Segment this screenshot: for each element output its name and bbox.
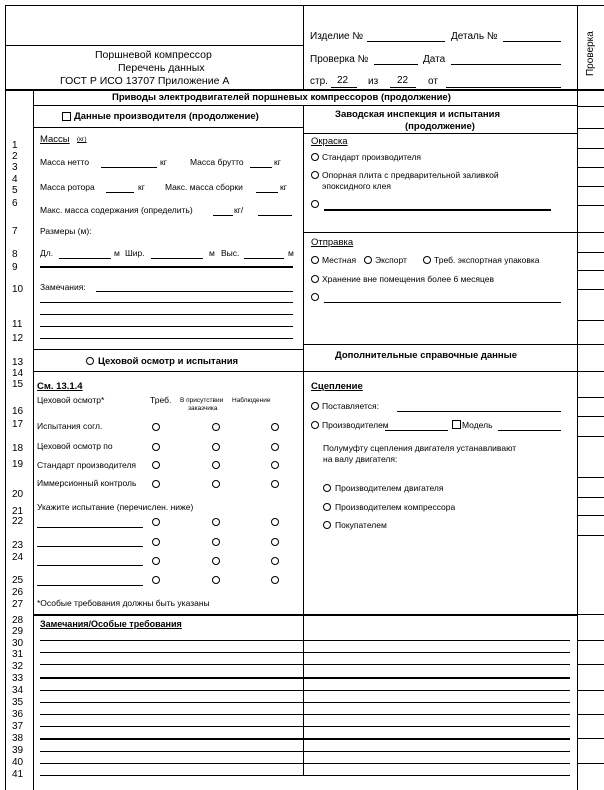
- immersion-label: Иммерсионный контроль: [37, 478, 137, 488]
- item-no-label: Изделие №: [310, 31, 364, 42]
- special-remarks-line-5[interactable]: [40, 690, 570, 691]
- line-number: 36: [12, 709, 24, 720]
- check-rule: [577, 397, 604, 398]
- special-remarks-line-3[interactable]: [40, 664, 570, 665]
- test2-presence-radio[interactable]: [212, 538, 220, 546]
- special-remarks-line-1[interactable]: [40, 640, 570, 641]
- half-coupling-text-1: Полумуфту сцепления двигателя устанавливают: [323, 443, 517, 453]
- coupling-model-checkbox[interactable]: [452, 420, 461, 429]
- test2-required-radio[interactable]: [152, 538, 160, 546]
- header-left-rule: [5, 45, 303, 46]
- remarks-line-5[interactable]: [40, 338, 293, 339]
- line-number: 4: [12, 174, 18, 185]
- col-presence-1: В присутствии: [180, 397, 224, 404]
- remarks-line-3[interactable]: [40, 314, 293, 315]
- check-rule: [577, 232, 604, 233]
- line-number: 5: [12, 185, 18, 196]
- dimensions-label: Размеры (м):: [40, 226, 92, 236]
- middle-divider: [303, 105, 304, 775]
- header-divider: [303, 5, 304, 90]
- tests-required-radio[interactable]: [152, 423, 160, 431]
- ship-export-pack-radio[interactable]: [423, 256, 431, 264]
- test3-presence-radio[interactable]: [212, 557, 220, 565]
- coupling-maker-label: Производителем: [322, 420, 389, 430]
- col-required: Треб.: [150, 395, 172, 405]
- test4-required-radio[interactable]: [152, 576, 160, 584]
- check-rule: [577, 186, 604, 187]
- paint-other-field[interactable]: [324, 209, 551, 211]
- test3-required-radio[interactable]: [152, 557, 160, 565]
- maker-data-checkbox[interactable]: [62, 112, 71, 121]
- shop-per-label: Цеховой осмотр по: [37, 441, 113, 451]
- immersion-presence-radio[interactable]: [212, 480, 220, 488]
- check-rule: [577, 270, 604, 271]
- net-mass-field[interactable]: [101, 167, 157, 168]
- masses-unit: (кг): [77, 136, 87, 143]
- check-rule: [577, 344, 604, 345]
- immersion-observe-radio[interactable]: [271, 480, 279, 488]
- line-number: 6: [12, 198, 18, 209]
- ship-other-radio[interactable]: [311, 293, 319, 301]
- paint-other-radio[interactable]: [311, 200, 319, 208]
- test4-observe-radio[interactable]: [271, 576, 279, 584]
- by-compressor-maker-radio[interactable]: [323, 503, 331, 511]
- length-field[interactable]: [59, 258, 111, 259]
- special-remarks-title: Замечания/Особые требования: [40, 619, 182, 629]
- paint-epoxy-label-1: Опорная плита с предварительной заливкой: [322, 170, 499, 180]
- shipping-title: Отправка: [311, 237, 354, 248]
- rotor-mass-label: Масса ротора: [40, 182, 95, 192]
- check-rule: [577, 167, 604, 168]
- special-remarks-line-10[interactable]: [40, 751, 570, 752]
- remarks-label: Замечания:: [40, 282, 86, 292]
- check-rule: [577, 614, 604, 615]
- width-label: Шир.: [125, 248, 145, 258]
- footnote: *Особые требования должны быть указаны: [37, 598, 210, 608]
- header-title-3: ГОСТ Р ИСО 13707 Приложение А: [60, 75, 230, 87]
- m-unit-1: м: [114, 248, 120, 258]
- maker-data-title: Данные производителя (продолжение): [74, 111, 259, 122]
- bottom-section-rule: [33, 614, 577, 616]
- net-mass-label: Масса нетто: [40, 157, 90, 167]
- line-number: 16: [12, 406, 24, 417]
- check-rule: [577, 205, 604, 206]
- check-rule: [577, 436, 604, 437]
- extra-data-title: Дополнительные справочные данные: [335, 350, 518, 361]
- check-rule: [577, 640, 604, 641]
- line-number: 22: [12, 516, 24, 527]
- line-number: 18: [12, 443, 24, 454]
- ship-storage-radio[interactable]: [311, 275, 319, 283]
- shop-per-presence-radio[interactable]: [212, 443, 220, 451]
- remarks-line-1[interactable]: [96, 291, 293, 292]
- paint-std-radio[interactable]: [311, 153, 319, 161]
- special-remarks-line-4[interactable]: [40, 677, 570, 679]
- std-maker-presence-radio[interactable]: [212, 461, 220, 469]
- height-label: Выс.: [221, 248, 240, 258]
- paint-epoxy-radio[interactable]: [311, 171, 319, 179]
- ship-export-pack-label: Треб. экспортная упаковка: [434, 255, 540, 265]
- dimensions-rule: [40, 266, 293, 268]
- detail-no-label: Деталь №: [451, 31, 498, 42]
- coupling-model-field[interactable]: [498, 430, 561, 431]
- special-remarks-line-9[interactable]: [40, 738, 570, 740]
- check-rule: [577, 515, 604, 516]
- date-label: Дата: [423, 54, 446, 65]
- line-number: 30: [12, 638, 24, 649]
- date-field[interactable]: [451, 64, 561, 65]
- special-remarks-line-11[interactable]: [40, 763, 570, 764]
- paint-epoxy-label-2: эпоксидного клея: [322, 181, 391, 191]
- ship-local-label: Местная: [322, 255, 357, 265]
- line-number: 37: [12, 721, 24, 732]
- line-number: 29: [12, 626, 24, 637]
- factory-title-rule: [303, 133, 577, 134]
- test4-presence-radio[interactable]: [212, 576, 220, 584]
- check-rule: [577, 416, 604, 417]
- frame-top: [5, 5, 604, 6]
- coupling-maker-field[interactable]: [385, 430, 448, 431]
- shop-section-rule: [33, 349, 303, 350]
- test1-presence-radio[interactable]: [212, 518, 220, 526]
- remarks-line-2[interactable]: [40, 302, 293, 303]
- specified-test-2[interactable]: [37, 546, 143, 547]
- height-field[interactable]: [244, 258, 284, 259]
- detail-no-field[interactable]: [503, 41, 561, 42]
- check-rule: [577, 497, 604, 498]
- check-rule: [577, 690, 604, 691]
- line-number: 2: [12, 151, 18, 162]
- line-number: 1: [12, 140, 18, 151]
- test1-observe-radio[interactable]: [271, 518, 279, 526]
- shop-inspection-label: Цеховой осмотр*: [37, 395, 105, 405]
- coupling-supplied-label: Поставляется:: [322, 401, 379, 411]
- check-rule: [577, 738, 604, 739]
- maker-title-rule: [33, 127, 303, 128]
- line-number: 27: [12, 599, 24, 610]
- test2-observe-radio[interactable]: [271, 538, 279, 546]
- page-label: стр.: [310, 76, 328, 87]
- shop-per-required-radio[interactable]: [152, 443, 160, 451]
- by-motor-maker-radio[interactable]: [323, 484, 331, 492]
- check-rule: [577, 252, 604, 253]
- kg-unit-1: кг: [160, 157, 167, 167]
- length-label: Дл.: [40, 248, 54, 258]
- m-unit-3: м: [288, 248, 294, 258]
- check-no-field[interactable]: [374, 64, 418, 65]
- ship-other-field[interactable]: [324, 302, 561, 303]
- max-assembly-label: Макс. масса сборки: [165, 182, 243, 192]
- shipping-section-rule: [303, 232, 577, 233]
- shop-per-observe-radio[interactable]: [271, 443, 279, 451]
- col-observe: Наблюдение: [232, 397, 271, 404]
- paint-std-label: Стандарт производителя: [322, 152, 422, 162]
- special-remarks-line-7[interactable]: [40, 714, 570, 715]
- special-remarks-line-6[interactable]: [40, 702, 570, 703]
- by-motor-maker-label: Производителем двигателя: [335, 483, 444, 493]
- line-number: 20: [12, 489, 24, 500]
- extra-title-rule: [303, 371, 577, 372]
- from-field[interactable]: [446, 87, 561, 88]
- check-rule: [577, 106, 604, 107]
- line-number: 26: [12, 587, 24, 598]
- line-number: 15: [12, 379, 24, 390]
- by-buyer-label: Покупателем: [335, 520, 387, 530]
- header-title-1: Поршневой компрессор: [95, 49, 212, 61]
- width-field[interactable]: [151, 258, 203, 259]
- check-rule: [577, 128, 604, 129]
- col-presence-2: заказчика: [188, 405, 218, 412]
- check-rule: [577, 477, 604, 478]
- line-number: 13: [12, 357, 24, 368]
- line-number: 39: [12, 745, 24, 756]
- shop-inspection-radio[interactable]: [86, 357, 94, 365]
- factory-inspection-title-2: (продолжение): [405, 121, 475, 132]
- masses-title: Массы: [40, 134, 70, 145]
- line-number: 9: [12, 262, 18, 273]
- coupling-supplied-field[interactable]: [397, 411, 561, 412]
- check-rule: [577, 371, 604, 372]
- page-total-line: [390, 87, 416, 88]
- line-number: 11: [12, 319, 23, 330]
- page-total: 22: [397, 75, 409, 86]
- ship-local-radio[interactable]: [311, 256, 319, 264]
- check-side-label: Проверка: [585, 31, 596, 76]
- kg-unit-4: кг: [280, 182, 287, 192]
- coupling-maker-radio[interactable]: [311, 421, 319, 429]
- line-number: 21: [12, 506, 24, 517]
- from-label: от: [428, 76, 438, 87]
- line-number: 41: [12, 769, 24, 780]
- line-number: 40: [12, 757, 24, 768]
- ship-export-radio[interactable]: [364, 256, 372, 264]
- line-number: 35: [12, 697, 24, 708]
- special-remarks-line-12[interactable]: [40, 775, 570, 776]
- line-number: 19: [12, 459, 24, 470]
- rotor-mass-field[interactable]: [106, 192, 134, 193]
- line-number: 17: [12, 419, 24, 430]
- coupling-title: Сцепление: [311, 381, 363, 392]
- header-bottom: [5, 89, 604, 91]
- tests-observe-radio[interactable]: [271, 423, 279, 431]
- specified-test-4[interactable]: [37, 585, 143, 586]
- check-rule: [577, 714, 604, 715]
- line-number: 31: [12, 649, 24, 660]
- line-number: 10: [12, 284, 24, 295]
- tests-label: Испытания согл.: [37, 421, 103, 431]
- check-rule: [577, 289, 604, 290]
- line-number: 32: [12, 661, 24, 672]
- section-title: Приводы электродвигателей поршневых компрессоров (продолжение): [112, 92, 451, 103]
- half-coupling-text-2: на валу двигателя:: [323, 454, 398, 464]
- factory-inspection-title-1: Заводская инспекция и испытания: [335, 109, 501, 120]
- coupling-supplied-radio[interactable]: [311, 402, 319, 410]
- shop-title-rule: [33, 371, 303, 372]
- of-label: из: [368, 76, 379, 87]
- line-number: 7: [12, 226, 18, 237]
- paint-title: Окраска: [311, 136, 348, 147]
- line-number: 24: [12, 552, 24, 563]
- gross-mass-label: Масса брутто: [190, 157, 244, 167]
- line-number: 38: [12, 733, 24, 744]
- std-maker-observe-radio[interactable]: [271, 461, 279, 469]
- test3-observe-radio[interactable]: [271, 557, 279, 565]
- line-number: 34: [12, 685, 24, 696]
- line-number: 14: [12, 368, 24, 379]
- max-maintenance-field[interactable]: [213, 215, 233, 216]
- line-number: 3: [12, 162, 18, 173]
- gross-mass-field[interactable]: [250, 167, 272, 168]
- coupling-model-label: Модель: [462, 420, 493, 430]
- header-title-2: Перечень данных: [118, 62, 205, 74]
- test1-required-radio[interactable]: [152, 518, 160, 526]
- kg-unit-5: кг/: [234, 205, 244, 215]
- special-remarks-line-2[interactable]: [40, 652, 570, 653]
- line-number: 12: [12, 333, 24, 344]
- kg-unit-2: кг: [274, 157, 281, 167]
- specify-tests-label: Укажите испытание (перечислен. ниже): [37, 502, 194, 512]
- line-number: 33: [12, 673, 24, 684]
- item-no-field[interactable]: [367, 41, 445, 42]
- by-compressor-maker-label: Производителем компрессора: [335, 502, 456, 512]
- ship-export-label: Экспорт: [375, 255, 407, 265]
- check-rule: [577, 664, 604, 665]
- see-reference: См. 13.1.4: [37, 381, 83, 392]
- std-maker-label: Стандарт производителя: [37, 460, 137, 470]
- line-number: 28: [12, 615, 24, 626]
- page-number-line: [331, 87, 357, 88]
- max-maintenance-label: Макс. масса содержания (определить): [40, 205, 193, 215]
- max-assembly-field[interactable]: [256, 192, 278, 193]
- section-title-rule: [33, 105, 577, 106]
- special-remarks-line-8[interactable]: [40, 726, 570, 727]
- page-number: 22: [337, 75, 349, 86]
- check-rule: [577, 535, 604, 536]
- m-unit-2: м: [209, 248, 215, 258]
- line-number: 23: [12, 540, 24, 551]
- check-no-label: Проверка №: [310, 54, 369, 65]
- tests-presence-radio[interactable]: [212, 423, 220, 431]
- std-maker-required-radio[interactable]: [152, 461, 160, 469]
- line-number: 8: [12, 249, 18, 260]
- extra-section-rule: [303, 344, 577, 345]
- max-maintenance-extra-field[interactable]: [258, 215, 292, 216]
- line-number: 25: [12, 575, 24, 586]
- kg-unit-3: кг: [138, 182, 145, 192]
- check-rule: [577, 320, 604, 321]
- frame-left: [5, 5, 6, 790]
- immersion-required-radio[interactable]: [152, 480, 160, 488]
- check-rule: [577, 763, 604, 764]
- remarks-line-4[interactable]: [40, 326, 293, 327]
- ship-storage-label: Хранение вне помещения более 6 месяцев: [322, 274, 495, 284]
- specified-test-3[interactable]: [37, 565, 143, 566]
- by-buyer-radio[interactable]: [323, 521, 331, 529]
- specified-test-1[interactable]: [37, 527, 143, 528]
- check-rule: [577, 148, 604, 149]
- shop-inspection-title: Цеховой осмотр и испытания: [98, 356, 239, 367]
